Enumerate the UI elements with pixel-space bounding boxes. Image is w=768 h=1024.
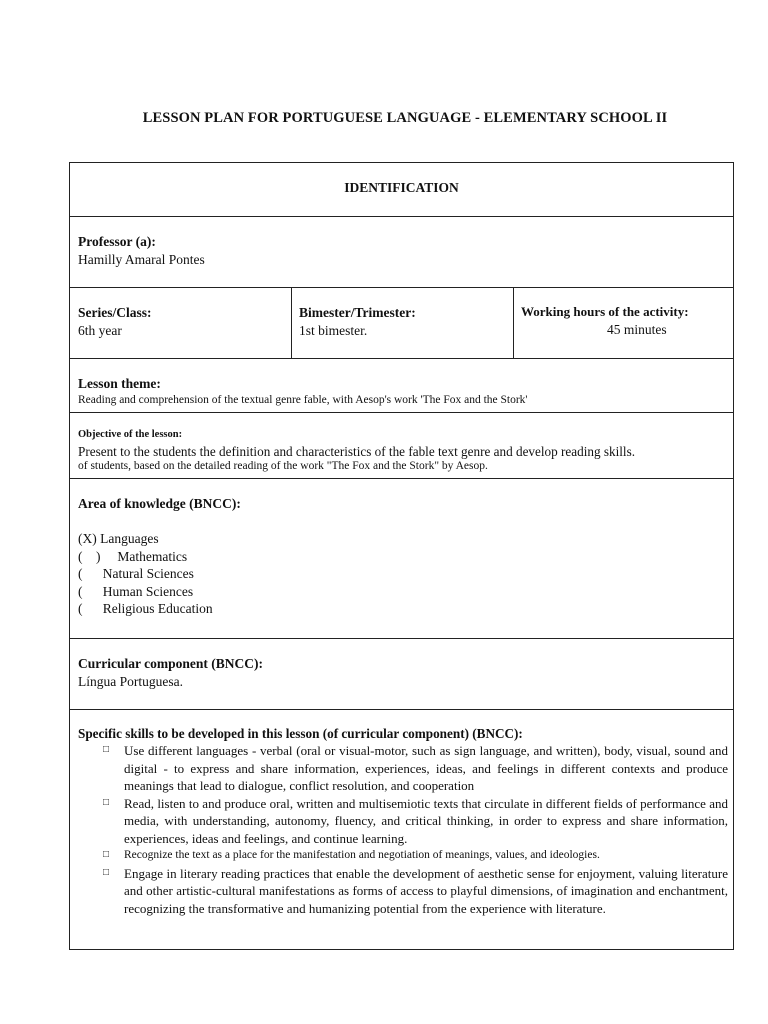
area-item-natural-sciences: ( Natural Sciences xyxy=(78,566,194,581)
checkbox-bullet-icon: □ xyxy=(103,849,110,860)
theme-row xyxy=(70,359,733,413)
area-row xyxy=(70,479,733,639)
component-value: Língua Portuguesa. xyxy=(78,674,183,689)
area-item-religious-education: ( Religious Education xyxy=(78,601,213,616)
skill-text: Read, listen to and produce oral, written and multisemiotic texts that circulate in different fields of performance and media, with understanding, autonomy, fluency, and critical thinking, in order to express and share information, experiences, ideas and feelings, and continue learning. xyxy=(124,795,728,846)
lesson-plan-form xyxy=(69,162,734,950)
area-item-mathematics: ( ) Mathematics xyxy=(78,548,188,564)
objective-line-1: Present to the students the definition and characteristics of the fable text genre and develop reading skills. xyxy=(78,444,635,459)
skill-item xyxy=(78,795,732,848)
skills-row xyxy=(70,710,733,949)
series-label: Series/Class: xyxy=(78,305,152,320)
theme-value: Reading and comprehension of the textual genre fable, with Aesop's work 'The Fox and the Stork' xyxy=(78,394,528,406)
professor-value: Hamilly Amaral Pontes xyxy=(78,252,205,267)
bimester-value: 1st bimester. xyxy=(299,323,368,338)
area-label: Area of knowledge (BNCC): xyxy=(78,496,241,511)
objective-row xyxy=(70,413,733,479)
professor-label: Professor (a): xyxy=(78,234,156,249)
objective-label: Objective of the lesson: xyxy=(78,429,183,440)
area-item-languages: (X) Languages xyxy=(78,531,159,546)
class-info-row xyxy=(70,288,733,359)
theme-label: Lesson theme: xyxy=(78,376,161,391)
checkbox-bullet-icon: □ xyxy=(103,796,110,808)
identification-heading: IDENTIFICATION xyxy=(344,180,459,195)
area-item-human-sciences: ( Human Sciences xyxy=(78,583,194,599)
objective-line-2: of students, based on the detailed reading of the work "The Fox and the Stork" by Aesop. xyxy=(78,460,488,472)
professor-row xyxy=(70,217,733,288)
hours-value: 45 minutes xyxy=(607,322,667,337)
series-value: 6th year xyxy=(78,323,122,338)
bimester-cell xyxy=(292,288,514,358)
checkbox-bullet-icon: □ xyxy=(103,866,110,878)
document-title: LESSON PLAN FOR PORTUGUESE LANGUAGE - ELEMENTARY SCHOOL II xyxy=(142,110,668,126)
series-cell xyxy=(70,288,292,358)
skills-label: Specific skills to be developed in this lesson (of curricular component) (BNCC): xyxy=(78,726,523,741)
skill-text: Engage in literary reading practices that enable the development of aesthetic sense for enjoyment, valuing literature and other artistic-cultural manifestations as forms of access to playful dimensions, of imagination and enchantment, recognizing the transformative and humanizing potential from the experience with literature. xyxy=(124,865,728,916)
skill-text: Use different languages - verbal (oral or visual-motor, such as sign language, and written), body, visual, sound and digital - to express and share information, experiences, ideas, and feelings in different contexts and produce meanings that lead to dialogue, conflict resolution, and cooperation xyxy=(124,743,728,793)
skill-item xyxy=(78,742,732,795)
component-row xyxy=(70,639,733,710)
skill-text: Recognize the text as a place for the manifestation and negotiation of meanings, values, and ideologies. xyxy=(124,849,600,861)
skill-item xyxy=(78,847,732,865)
skill-item xyxy=(78,865,732,918)
component-label: Curricular component (BNCC): xyxy=(78,656,263,671)
hours-label: Working hours of the activity: xyxy=(521,304,689,319)
hours-cell xyxy=(514,288,733,358)
bimester-label: Bimester/Trimester: xyxy=(299,305,416,320)
skills-list xyxy=(78,742,732,917)
area-list xyxy=(78,530,241,618)
identification-row xyxy=(70,163,733,217)
checkbox-bullet-icon: □ xyxy=(103,744,110,755)
